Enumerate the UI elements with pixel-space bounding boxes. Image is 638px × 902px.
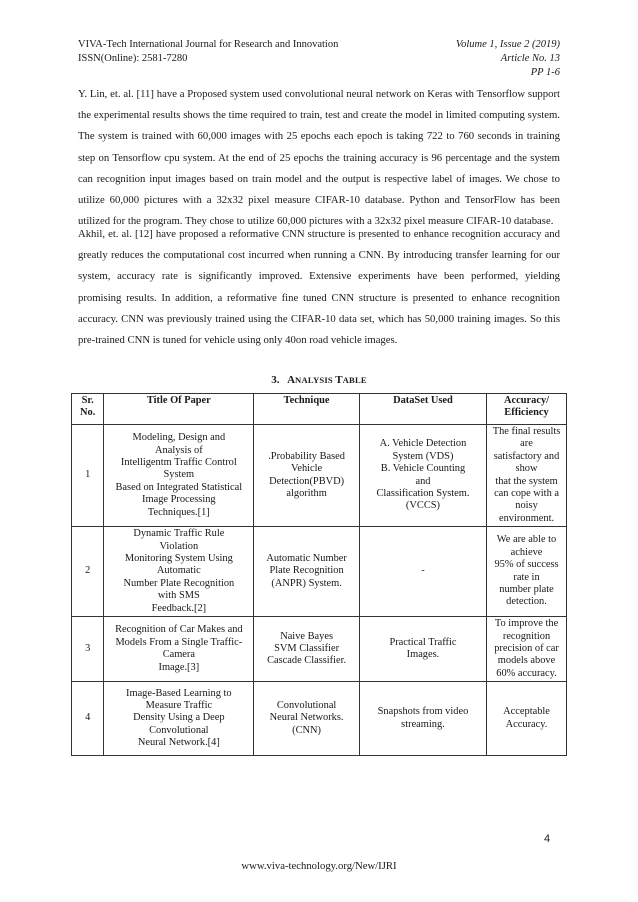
section-title-t: T (335, 374, 343, 386)
cell-line: Images. (406, 649, 440, 661)
cell-dataset (359, 682, 486, 756)
footer-url: www.viva-technology.org/New/IJRI (241, 860, 397, 872)
cell-line: Based on Integrated Statistical (115, 481, 243, 493)
cell-line: 95% of success (494, 559, 559, 571)
table-row (72, 682, 567, 756)
cell-line: 60% accuracy. (496, 667, 557, 679)
cell-accuracy (487, 617, 567, 682)
cell-dataset (359, 425, 486, 527)
header-dataset: DataSet Used (359, 394, 486, 425)
section-number: 3. (271, 374, 280, 386)
header-technique: Technique (254, 394, 360, 425)
cell-line: that the system (495, 475, 558, 487)
cell-line: A. Vehicle Detection (379, 438, 467, 450)
table-row (72, 425, 567, 527)
cell-line: Accuracy/ (504, 395, 550, 406)
cell-line: Vehicle (291, 463, 323, 475)
cell-line: Cascade Classifier. (267, 655, 347, 667)
cell-line: achieve (510, 546, 543, 558)
cell-line: Convolutional (276, 700, 337, 712)
cell-line: show (515, 463, 538, 475)
cell-line: Convolutional (149, 724, 209, 736)
cell-title (104, 617, 254, 682)
section-title-a: A (287, 374, 296, 386)
paragraph-lin: Y. Lin, et. al. [11] have a Proposed system used convolutional neural network on Keras with Tensorflow support the experimental results shows the time required to train, test and create the model in limited computing system. The system is trained with 60,000 images with 25 epochs each epoch is taking 722 to 760 seconds in training step on Tensorflow cpu system. At the end of 25 epochs the training accuracy is 96 percentage and the system can recognition input images based on train model and the output is respective label of images. We chose to utilize 60,000 pictures with a 32x32 pixel measure CIFAR-10 database. Python and TensorFlow has been utilized for the program. They chose to utilize 60,000 pictures with a 32x32 pixel measure CIFAR-10 database. (78, 88, 560, 228)
cell-line: B. Vehicle Counting (380, 463, 466, 475)
cell-line: Dynamic Traffic Rule (133, 528, 225, 540)
cell-sr: 3 (72, 617, 104, 682)
cell-line: Intelligentm Traffic Control (120, 457, 237, 469)
cell-line: Image-Based Learning to (126, 687, 232, 699)
cell-line: Feedback.[2] (151, 602, 207, 614)
table-header-row (72, 394, 567, 425)
section-title-a-rest: NALYSIS (295, 375, 336, 385)
analysis-table (71, 393, 567, 756)
cell-line: Image.[3] (158, 661, 200, 673)
cell-line: Number Plate Recognition (123, 577, 235, 589)
cell-technique (254, 527, 360, 617)
cell-title (104, 425, 254, 527)
cell-line: (CNN) (292, 724, 322, 736)
cell-line: Modeling, Design and (132, 432, 226, 444)
section-title-t-rest: ABLE (342, 375, 367, 385)
cell-line: Practical Traffic (389, 636, 457, 648)
cell-line: Analysis of (155, 444, 203, 456)
cell-line: Neural Network.[4] (137, 737, 220, 749)
cell-line: No. (80, 407, 96, 419)
cell-line: Snapshots from video (377, 706, 469, 718)
cell-dataset (359, 617, 486, 682)
table-row (72, 527, 567, 617)
cell-line: streaming. (401, 718, 445, 730)
cell-line: .Probability Based (268, 450, 345, 462)
cell-line: with SMS (157, 590, 200, 602)
cell-line: - (421, 565, 425, 577)
header-left (78, 38, 338, 66)
cell-line: System (VDS) (392, 450, 454, 462)
paragraph-akhil: Akhil, et. al. [12] have proposed a reformative CNN structure is presented to enhance recognition accuracy and greatly reduces the computational cost incurred when running a CNN. By introducing transfer learning for our system, accuracy rate is significantly improved. Extensive experiments have been performed, yielding promising results. In addition, a reformative fine tuned CNN structure is presented to enhance recognition accuracy. CNN was previously trained using the CIFAR-10 data set, which has 50,000 training images. So this pre-trained CNN is tuned for vehicle using only 40on road vehicle images. (78, 228, 560, 347)
cell-technique (254, 617, 360, 682)
cell-line: Measure Traffic (145, 700, 213, 712)
page-range: PP 1-6 (530, 67, 560, 78)
cell-line: Models From a Single Traffic- (115, 636, 243, 648)
journal-name: VIVA-Tech International Journal for Research and Innovation (78, 39, 339, 50)
cell-line: Density Using a Deep (133, 712, 225, 724)
cell-line: Sr. (81, 395, 94, 406)
cell-sr: 1 (72, 425, 104, 527)
cell-line: number plate (499, 584, 554, 596)
cell-line: Classification System. (376, 488, 470, 500)
cell-line: rate in (513, 571, 540, 583)
cell-line: satisfactory and (493, 450, 560, 462)
cell-line: Image Processing (142, 494, 216, 506)
cell-line: Plate Recognition (269, 565, 344, 577)
cell-sr: 4 (72, 682, 104, 756)
cell-dataset (359, 527, 486, 617)
cell-accuracy (487, 527, 567, 617)
cell-line: detection. (506, 596, 547, 608)
header-right (456, 38, 560, 80)
cell-line: Automatic (156, 565, 201, 577)
cell-line: Automatic Number (266, 553, 347, 565)
cell-line: Recognition of Car Makes and (115, 624, 243, 636)
article-number: Article No. 13 (500, 53, 560, 64)
cell-title (104, 682, 254, 756)
page-number: 4 (544, 833, 551, 845)
section-heading (0, 374, 638, 386)
cell-line: precision of car (494, 642, 559, 654)
cell-line: Accuracy. (505, 718, 548, 730)
cell-sr: 2 (72, 527, 104, 617)
cell-line: (ANPR) System. (271, 577, 342, 589)
cell-line: The final results (492, 426, 561, 437)
table-row (72, 617, 567, 682)
cell-line: Monitoring System Using (124, 553, 233, 565)
cell-title (104, 527, 254, 617)
cell-line: can cope with a (494, 488, 559, 500)
cell-accuracy (487, 425, 567, 527)
cell-line: algorithm (286, 488, 327, 500)
cell-line: Camera (162, 649, 195, 661)
volume-issue: Volume 1, Issue 2 (2019) (455, 39, 560, 50)
cell-line: Naive Bayes (280, 630, 333, 642)
cell-line: Acceptable (503, 706, 550, 718)
cell-line: Detection(PBVD) (269, 475, 345, 487)
cell-line: (VCCS) (405, 500, 440, 512)
cell-line: SVM Classifier (274, 642, 340, 654)
cell-technique (254, 425, 360, 527)
header-sr (72, 394, 104, 425)
cell-line: environment. (498, 512, 555, 524)
cell-line: System (163, 469, 195, 481)
cell-line: recognition (502, 630, 551, 642)
issn: ISSN(Online): 2581-7280 (78, 53, 188, 64)
header-title: Title Of Paper (104, 394, 254, 425)
cell-accuracy (487, 682, 567, 756)
cell-line: and (415, 475, 431, 487)
header-accuracy (487, 394, 567, 425)
cell-line: noisy (515, 500, 538, 512)
cell-line: Neural Networks. (269, 712, 344, 724)
cell-line: Violation (159, 540, 199, 552)
cell-technique (254, 682, 360, 756)
cell-line: are (520, 438, 533, 450)
cell-line: Efficiency (504, 407, 549, 419)
cell-line: models above (497, 655, 556, 667)
cell-line: Techniques.[1] (147, 506, 210, 518)
cell-line: We are able to (496, 534, 557, 546)
cell-line: To improve the (494, 618, 559, 630)
